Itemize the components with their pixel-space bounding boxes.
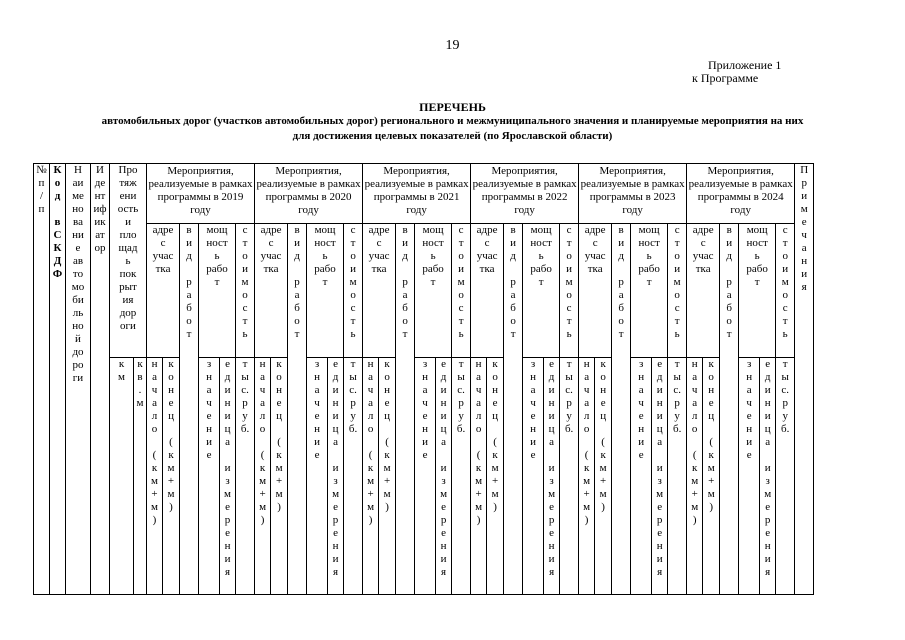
sub-capacity: мощ ност ь рабо т (523, 224, 560, 358)
sub-thousand-rub: т ы с. р у б. (344, 358, 363, 595)
sub-value: з н а ч е н и е (415, 358, 436, 595)
sub-work-type: в и д р а б о т (180, 224, 199, 595)
sub-cost: с т о и м о с т ь (236, 224, 255, 358)
sub-start: н а ч а л о ( к м + м ) (255, 358, 271, 595)
year-group-header: Мероприятия, реализуемые в рамках программы в 2020 году (255, 164, 363, 224)
sub-address: адре с учас тка (255, 224, 288, 358)
sub-end: к о н е ц ( к м + м ) (379, 358, 396, 595)
sub-capacity: мощ ност ь рабо т (307, 224, 344, 358)
col-notes: П р и м е ч а н и я (795, 164, 814, 595)
sub-thousand-rub: т ы с. р у б. (668, 358, 687, 595)
sub-value: з н а ч е н и е (631, 358, 652, 595)
sub-work-type: в и д р а б о т (720, 224, 739, 595)
year-group-header: Мероприятия, реализуемые в рамках программы в 2022 году (471, 164, 579, 224)
sub-value: з н а ч е н и е (523, 358, 544, 595)
sub-thousand-rub: т ы с. р у б. (776, 358, 795, 595)
sub-thousand-rub: т ы с. р у б. (452, 358, 471, 595)
year-group-header: Мероприятия, реализуемые в рамках программы в 2021 году (363, 164, 471, 224)
sub-cost: с т о и м о с т ь (668, 224, 687, 358)
col-identifier: И де нт иф ик ат ор (91, 164, 110, 595)
sub-cost: с т о и м о с т ь (344, 224, 363, 358)
sub-value: з н а ч е н и е (739, 358, 760, 595)
sub-end: к о н е ц ( к м + м ) (163, 358, 180, 595)
sub-thousand-rub: т ы с. р у б. (236, 358, 255, 595)
sub-thousand-rub: т ы с. р у б. (560, 358, 579, 595)
appendix-program: к Программе (692, 71, 759, 85)
sub-address: адре с учас тка (147, 224, 180, 358)
document-heading: ПЕРЕЧЕНЬ (419, 100, 486, 114)
col-length-area: Про тяж ени ость и пло щад ь пок рыт ия дор оги (110, 164, 147, 358)
sub-start: н а ч а л о ( к м + м ) (579, 358, 595, 595)
sub-unit: е д и н и ц а и з м е р е н и я (544, 358, 560, 595)
sub-address: адре с учас тка (687, 224, 720, 358)
col-length-km: к м (110, 358, 134, 595)
roads-table (33, 163, 814, 595)
sub-unit: е д и н и ц а и з м е р е н и я (652, 358, 668, 595)
sub-start: н а ч а л о ( к м + м ) (687, 358, 703, 595)
sub-start: н а ч а л о ( к м + м ) (363, 358, 379, 595)
sub-address: адре с учас тка (363, 224, 396, 358)
document-title-line: автомобильных дорог (участков автомобильных дорог) регионального и межмуниципального значения и планируемые мероприятия на них (101, 115, 804, 127)
sub-unit: е д и н и ц а и з м е р е н и я (436, 358, 452, 595)
page-number: 19 (445, 38, 460, 53)
year-group-header: Мероприятия, реализуемые в рамках программы в 2023 году (579, 164, 687, 224)
sub-end: к о н е ц ( к м + м ) (487, 358, 504, 595)
col-road-name: Н аи ме но ва ни е ав то мо би ль но й до ро ги (66, 164, 91, 595)
appendix-label: Приложение 1 (708, 58, 782, 72)
sub-value: з н а ч е н и е (199, 358, 220, 595)
col-skdf-code: К о д в С К Д Ф (50, 164, 66, 595)
sub-cost: с т о и м о с т ь (560, 224, 579, 358)
year-group-header: Мероприятия, реализуемые в рамках программы в 2024 году (687, 164, 795, 224)
document-title-line: для достижения целевых показателей (по Ярославской области) (292, 130, 613, 142)
sub-work-type: в и д р а б о т (396, 224, 415, 595)
sub-capacity: мощ ност ь рабо т (199, 224, 236, 358)
sub-unit: е д и н и ц а и з м е р е н и я (220, 358, 236, 595)
sub-cost: с т о и м о с т ь (452, 224, 471, 358)
sub-work-type: в и д р а б о т (288, 224, 307, 595)
sub-cost: с т о и м о с т ь (776, 224, 795, 358)
sub-address: адре с учас тка (579, 224, 612, 358)
sub-address: адре с учас тка (471, 224, 504, 358)
col-number: № п / п (34, 164, 50, 595)
sub-end: к о н е ц ( к м + м ) (703, 358, 720, 595)
year-group-header: Мероприятия, реализуемые в рамках программы в 2019 году (147, 164, 255, 224)
sub-capacity: мощ ност ь рабо т (739, 224, 776, 358)
col-area-m2: к в . м (134, 358, 147, 595)
sub-work-type: в и д р а б о т (612, 224, 631, 595)
sub-start: н а ч а л о ( к м + м ) (147, 358, 163, 595)
sub-capacity: мощ ност ь рабо т (631, 224, 668, 358)
sub-unit: е д и н и ц а и з м е р е н и я (760, 358, 776, 595)
sub-value: з н а ч е н и е (307, 358, 328, 595)
sub-start: н а ч а л о ( к м + м ) (471, 358, 487, 595)
sub-unit: е д и н и ц а и з м е р е н и я (328, 358, 344, 595)
sub-end: к о н е ц ( к м + м ) (595, 358, 612, 595)
sub-capacity: мощ ност ь рабо т (415, 224, 452, 358)
sub-end: к о н е ц ( к м + м ) (271, 358, 288, 595)
sub-work-type: в и д р а б о т (504, 224, 523, 595)
